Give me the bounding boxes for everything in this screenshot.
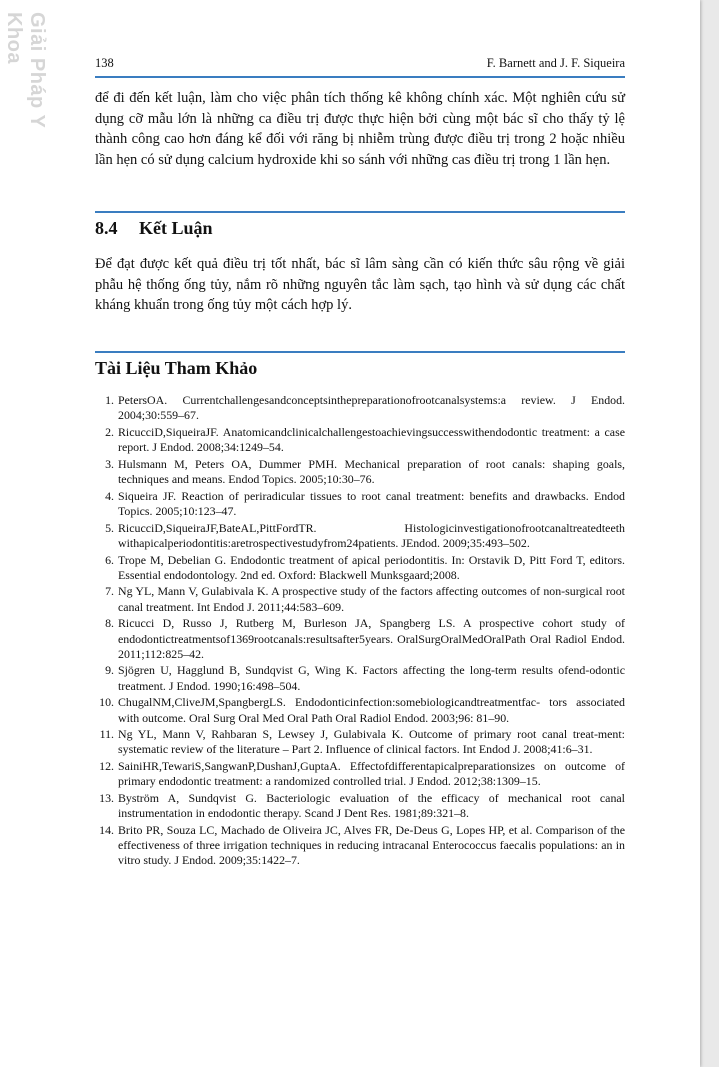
reference-item — [95, 616, 625, 662]
references-heading: Tài Liệu Tham Khảo — [95, 358, 258, 378]
reference-item — [95, 695, 625, 725]
reference-number: 10. — [99, 695, 114, 710]
reference-item — [95, 489, 625, 519]
reference-number: 8. — [105, 616, 114, 631]
reference-text: Hulsmann M, Peters OA, Dummer PMH. Mechanical preparation of root canals: shaping goals, techniques and means. Endod Topics. 2005;10:30–76. — [118, 456, 625, 487]
reference-text: Trope M, Debelian G. Endodontic treatment of apical periodontitis. In: Orstavik D, Pitt Ford T, editors. Essential endodontology. 2nd ed. Oxford: Blackwell Munksgaard;2008. — [118, 552, 625, 582]
section-number: 8.4 — [95, 218, 118, 238]
reference-item — [95, 393, 625, 423]
reference-item — [95, 663, 625, 693]
reference-item — [95, 791, 625, 821]
references-rule — [95, 351, 625, 353]
reference-text: ChugalNM,CliveJM,SpangbergLS. Endodonticinfection:somebiologicandtreatmentfac- tors associated with outcome. Oral Surg Oral Med Oral Path Oral Radiol Endod. 2003;96: 81–90. — [118, 695, 625, 725]
watermark: Giải Pháp Y Khoa — [3, 12, 48, 128]
reference-list — [95, 393, 625, 870]
reference-number: 6. — [105, 552, 114, 567]
reference-number: 1. — [105, 393, 114, 407]
reference-item — [95, 759, 625, 789]
reference-text: Ricucci D, Russo J, Rutberg M, Burleson JA, Spangberg LS. A prospective cohort study of endodontictreatmentsof1369rootcanals:resultsafter5years. OralSurgOralMedOralPath Oral Radiol Endod. 2011;112:825–42. — [118, 616, 625, 661]
reference-number: 11. — [99, 727, 114, 742]
reference-number: 5. — [105, 520, 114, 535]
running-head — [95, 56, 625, 74]
reference-item — [95, 553, 625, 583]
reference-item — [95, 425, 625, 455]
reference-text: Ng YL, Mann V, Gulabivala K. A prospective study of the factors affecting outcomes of non-surgical root canal treatment. Int Endod J. 2011;44:583–609. — [118, 584, 625, 614]
reference-number: 2. — [105, 424, 114, 439]
reference-text: Sjögren U, Hagglund B, Sundqvist G, Wing K. Factors affecting the long-term results ofend-odontic treatment. J Endod. 1990;16:498–504. — [118, 663, 625, 693]
reference-number: 4. — [105, 488, 114, 503]
reference-number: 3. — [105, 456, 114, 471]
section-rule — [95, 211, 625, 213]
reference-number: 9. — [105, 663, 114, 678]
reference-item — [95, 823, 625, 869]
section-heading — [95, 218, 213, 239]
reference-number: 14. — [99, 822, 114, 837]
reference-text: Byström A, Sundqvist G. Bacteriologic evaluation of the efficacy of mechanical root canal instrumentation in endodontic therapy. Scand J Dent Res. 1981;89:321–8. — [118, 791, 625, 821]
reference-text: RicucciD,SiqueiraJF,BateAL,PittFordTR. Histologicinvestigationofrootcanaltreatedteeth withapicalperiodontitis:aretrospectivestudyfrom24patients. JEndod. 2009;35:493–502. — [118, 520, 625, 550]
reference-item — [95, 727, 625, 757]
reference-number: 13. — [99, 791, 114, 806]
reference-text: RicucciD,SiqueiraJF. Anatomicandclinicalchallengestoachievingsuccesswithendodontic treatment: a case report. J Endod. 2008;34:1249–54. — [118, 424, 625, 455]
reference-text: Ng YL, Mann V, Rahbaran S, Lewsey J, Gulabivala K. Outcome of primary root canal treat-ment: systematic review of the literature – Part 2. Influence of clinical factors. Int Endod J. 2008;41:6–31. — [118, 727, 625, 757]
reference-item — [95, 584, 625, 614]
running-head-authors: F. Barnett and J. F. Siqueira — [486, 56, 625, 70]
reference-text: SainiHR,TewariS,SangwanP,DushanJ,GuptaA. Effectofdifferentapicalpreparationsizes on outcome of primary endodontic treatment: a randomized controlled trial. J Endod. 2012;38:1309–15. — [118, 759, 625, 789]
reference-text: Siqueira JF. Reaction of periradicular tissues to root canal treatment: benefits and drawbacks. Endod Topics. 2005;10:123–47. — [118, 488, 625, 518]
reference-text: Brito PR, Souza LC, Machado de Oliveira JC, Alves FR, De-Deus G, Lopes HP, et al. Comparison of the effectiveness of three irrigation techniques in reducing intracanal Enterococcus faecalis populations: an in vitro study. J Endod. 2009;35:1422–7. — [118, 822, 625, 868]
intro-paragraph: để đi đến kết luận, làm cho việc phân tích thống kê không chính xác. Một nghiên cứu sử dụng cỡ mẫu lớn là những ca điều trị được thực hiện bởi cùng một bác sĩ cho thấy tỷ lệ thành công cao hơn đáng kể đối với răng bị nhiễm trùng được điều trị trong 2 hoặc nhiều lần hẹn có sử dụng calcium hydroxide khi so sánh với những cas điều trị trong 1 lần hẹn. — [95, 90, 625, 169]
reference-item — [95, 457, 625, 487]
reference-number: 12. — [99, 759, 114, 774]
section-title: Kết Luận — [139, 218, 213, 238]
reference-text: PetersOA. Currentchallengesandconceptsinthepreparationofrootcanalsystems:a review. J Endod. 2004;30:559–67. — [118, 393, 625, 423]
page-number: 138 — [95, 56, 114, 70]
reference-number: 7. — [105, 584, 114, 599]
section-paragraph: Để đạt được kết quả điều trị tốt nhất, bác sĩ lâm sàng cần có kiến thức sâu rộng về giải phẫu hệ thống ống tủy, nắm rõ những nguyên tắc làm sạch, tạo hình và sử dụng các chất kháng khuẩn trong ống tủy một cách hợp lý. — [95, 256, 625, 314]
reference-item — [95, 521, 625, 551]
header-rule — [95, 76, 625, 78]
